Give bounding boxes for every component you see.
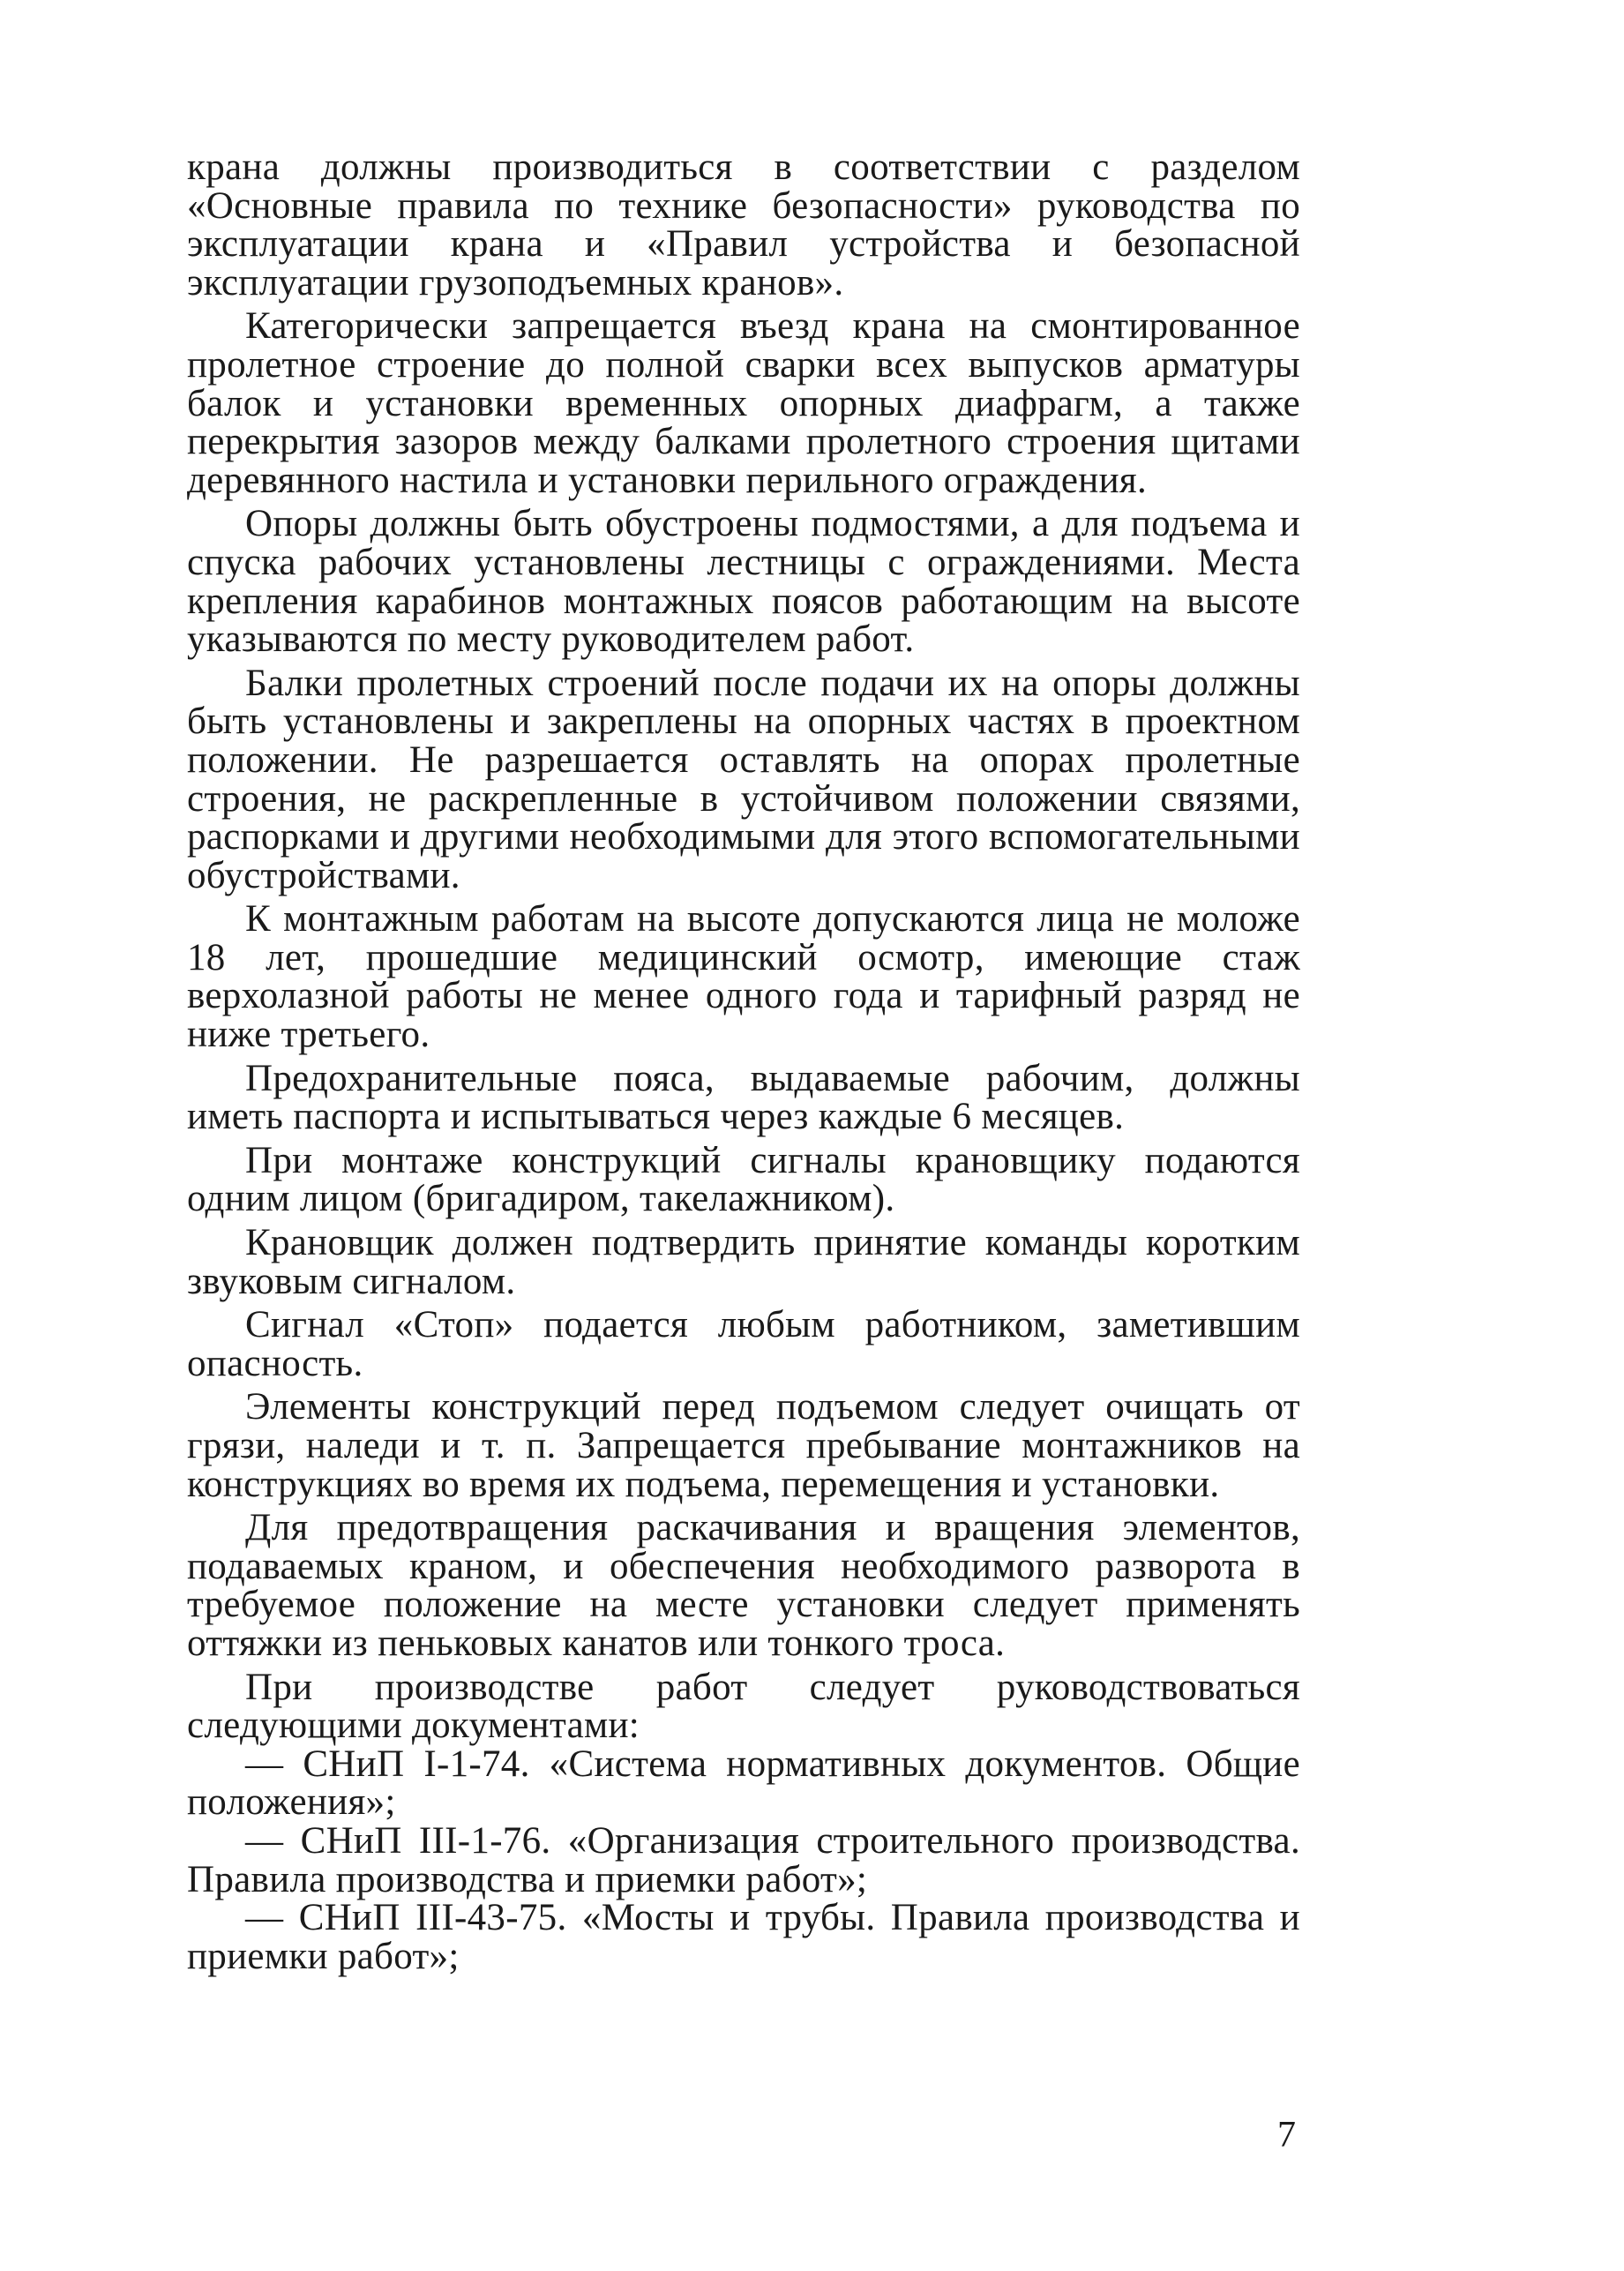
document-list-item: — СНиП I-1-74. «Система нормативных документов. Общие положения»; [187,1743,1300,1824]
paragraph-height-work-admission: К монтажным работам на высоте допускаются лица не моложе 18 лет, прошедшие медицинский осмотр, имеющие стаж верхолазной работы не менее одного года и тарифный разряд не ниже третьего. [187,898,1300,1056]
paragraph-crane-entry-ban: Категорически запрещается въезд крана на смонтированное пролетное строение до полной сварки всех выпусков арматуры балок и установки временных опорных диафрагм, а также перекрытия зазоров между балками пролетного строения щитами деревянного настила и установки перильного ограждения. [187,305,1300,501]
paragraph-operator-confirmation: Крановщик должен подтвердить принятие команды коротким звуковым сигналом. [187,1222,1300,1302]
page-number: 7 [1277,2115,1296,2155]
paragraph-crane-rules: крана должны производиться в соответствии с разделом «Основные правила по технике безопасности» руководства по эксплуатации крана и «Правил устройства и безопасной эксплуатации грузоподъемных кранов». [187,146,1300,304]
paragraph-documents-intro: При производстве работ следует руководствоваться следующими документами: [187,1666,1300,1747]
paragraph-guy-ropes: Для предотвращения раскачивания и вращения элементов, подаваемых краном, и обеспечения необходимого разворота в требуемое положение на месте установки следует применять оттяжки из пеньковых канатов или тонкого троса. [187,1507,1300,1664]
paragraph-safety-belts: Предохранительные пояса, выдаваемые рабочим, должны иметь паспорта и испытываться через каждые 6 месяцев. [187,1057,1300,1138]
paragraph-crane-signals: При монтаже конструкций сигналы крановщику подаются одним лицом (бригадиром, такелажником). [187,1139,1300,1220]
paragraph-supports-scaffolding: Опоры должны быть обустроены подмостями, а для подъема и спуска рабочих установлены лестницы с ограждениями. Места крепления карабинов монтажных поясов работающим на высоте указываются по месту руководителем работ. [187,503,1300,661]
paragraph-stop-signal: Сигнал «Стоп» подается любым работником, заметившим опасность. [187,1304,1300,1384]
document-list-item: — СНиП III-1-76. «Организация строительного производства. Правила производства и приемки работ»; [187,1819,1300,1900]
document-list-item: — СНиП III-43-75. «Мосты и трубы. Правила производства и приемки работ»; [187,1897,1300,1977]
paragraph-beam-installation: Балки пролетных строений после подачи их на опоры должны быть установлены и закреплены на опорных частях в проектном положении. Не разрешается оставлять на опорах пролетные строения, не раскрепленные в устойчивом положении связями, распорками и другими необходимыми для этого вспомогательными обустройствами. [187,662,1300,896]
body-text [187,148,1300,1975]
paragraph-element-cleaning: Элементы конструкций перед подъемом следует очищать от грязи, наледи и т. п. Запрещается пребывание монтажников на конструкциях во время их подъема, перемещения и установки. [187,1386,1300,1505]
